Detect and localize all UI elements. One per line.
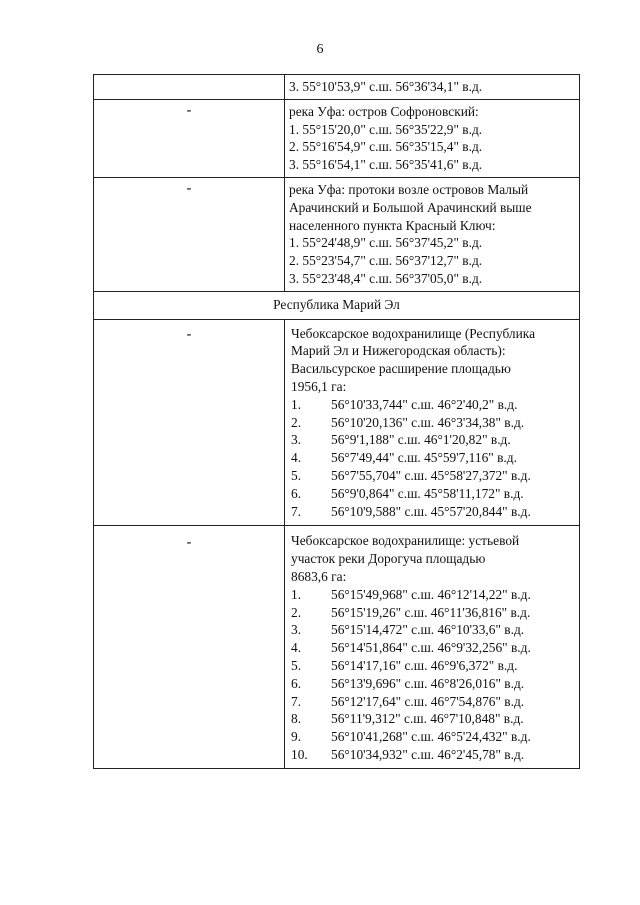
region-header: Республика Марий Эл bbox=[94, 292, 580, 319]
coordinate-line bbox=[291, 710, 573, 728]
point-number: 3. bbox=[291, 432, 302, 448]
text-line: Арачинский и Большой Арачинский выше bbox=[289, 199, 532, 215]
point-number: 7. bbox=[291, 693, 302, 709]
coordinate-line bbox=[291, 503, 573, 521]
point-number: 2. bbox=[291, 414, 302, 430]
point-coordinates: 56°10'34,932" с.ш. 46°2'45,78" в.д. bbox=[331, 746, 525, 762]
marker-cell bbox=[94, 526, 285, 767]
point-coordinates: 56°11'9,312" с.ш. 46°7'10,848" в.д. bbox=[331, 711, 524, 727]
text-line: река Уфа: остров Софроновский: bbox=[289, 103, 479, 119]
text-line: Чебоксарское водохранилище: устьевой bbox=[291, 533, 520, 549]
point-number: 6. bbox=[291, 485, 302, 501]
point-coordinates: 56°7'55,704" с.ш. 45°58'27,372" в.д. bbox=[331, 467, 531, 483]
text-line: 3. 55°23'48,4" с.ш. 56°37'05,0" в.д. bbox=[289, 270, 483, 286]
point-coordinates: 56°14'51,864" с.ш. 46°9'32,256" в.д. bbox=[331, 640, 531, 656]
coordinate-line bbox=[291, 693, 573, 711]
table-row bbox=[94, 178, 580, 292]
coordinate-line bbox=[291, 485, 573, 503]
point-coordinates: 56°10'20,136" с.ш. 46°3'34,38" в.д. bbox=[331, 414, 525, 430]
point-coordinates: 56°14'17,16" с.ш. 46°9'6,372" в.д. bbox=[331, 657, 518, 673]
text-line: населенного пункта Красный Ключ: bbox=[289, 217, 496, 233]
text-line: 1956,1 га: bbox=[291, 378, 347, 394]
coordinate-line bbox=[291, 746, 573, 764]
coordinate-line bbox=[291, 449, 573, 467]
text-line: Марий Эл и Нижегородская область): bbox=[291, 343, 506, 359]
coordinate-line bbox=[291, 467, 573, 485]
point-coordinates: 56°10'41,268" с.ш. 46°5'24,432" в.д. bbox=[331, 729, 531, 745]
point-coordinates: 56°15'49,968" с.ш. 46°12'14,22" в.д. bbox=[331, 586, 531, 602]
point-coordinates: 56°15'19,26" с.ш. 46°11'36,816" в.д. bbox=[331, 604, 531, 620]
point-coordinates: 56°9'1,188" с.ш. 46°1'20,82" в.д. bbox=[331, 432, 511, 448]
dash-marker: - bbox=[186, 180, 192, 196]
point-coordinates: 56°12'17,64" с.ш. 46°7'54,876" в.д. bbox=[331, 693, 525, 709]
text-line: 8683,6 га: bbox=[291, 568, 347, 584]
description-cell bbox=[285, 178, 580, 291]
point-number: 2. bbox=[291, 604, 302, 620]
point-number: 9. bbox=[291, 729, 302, 745]
description-cell bbox=[285, 75, 580, 99]
text-line: 3. 55°10'53,9" с.ш. 56°36'34,1" в.д. bbox=[289, 79, 483, 94]
dash-marker: - bbox=[186, 535, 192, 551]
point-number: 5. bbox=[291, 467, 302, 483]
table-row bbox=[94, 526, 580, 768]
text-line: Чебоксарское водохранилище (Республика bbox=[291, 325, 536, 341]
dash-marker: - bbox=[186, 326, 192, 342]
point-number: 3. bbox=[291, 622, 302, 638]
text-line: 1. 55°24'48,9" с.ш. 56°37'45,2" в.д. bbox=[289, 235, 483, 251]
coordinate-line bbox=[291, 675, 573, 693]
point-coordinates: 56°7'49,44" с.ш. 45°59'7,116" в.д. bbox=[331, 450, 517, 466]
point-number: 4. bbox=[291, 450, 302, 466]
point-number: 1. bbox=[291, 396, 302, 412]
coordinate-line bbox=[291, 431, 573, 449]
coordinate-line bbox=[291, 396, 573, 414]
page-number: 6 bbox=[316, 42, 324, 57]
description-cell bbox=[285, 526, 580, 767]
point-number: 6. bbox=[291, 675, 302, 691]
coordinate-line bbox=[291, 639, 573, 657]
point-coordinates: 56°9'0,864" с.ш. 45°58'11,172" в.д. bbox=[331, 485, 524, 501]
point-coordinates: 56°13'9,696" с.ш. 46°8'26,016" в.д. bbox=[331, 675, 525, 691]
point-number: 4. bbox=[291, 640, 302, 656]
region-header-row bbox=[94, 292, 580, 320]
dash-marker: - bbox=[186, 102, 192, 118]
marker-cell bbox=[94, 100, 285, 177]
text-line: 2. 55°16'54,9" с.ш. 56°35'15,4" в.д. bbox=[289, 139, 483, 155]
coordinate-line bbox=[291, 414, 573, 432]
text-line: 2. 55°23'54,7" с.ш. 56°37'12,7" в.д. bbox=[289, 253, 483, 269]
description-cell bbox=[285, 100, 580, 177]
table-row bbox=[94, 75, 580, 100]
point-number: 5. bbox=[291, 657, 302, 673]
text-line: Васильсурское расширение площадью bbox=[291, 361, 511, 377]
point-coordinates: 56°15'14,472" с.ш. 46°10'33,6" в.д. bbox=[331, 622, 525, 638]
marker-cell bbox=[94, 75, 285, 99]
point-number: 1. bbox=[291, 586, 302, 602]
text-line: 3. 55°16'54,1" с.ш. 56°35'41,6" в.д. bbox=[289, 157, 483, 173]
marker-cell bbox=[94, 178, 285, 291]
point-number: 10. bbox=[291, 746, 308, 762]
marker-cell bbox=[94, 320, 285, 526]
table-row bbox=[94, 100, 580, 178]
coordinate-line bbox=[291, 621, 573, 639]
point-number: 7. bbox=[291, 503, 302, 519]
text-line: 1. 55°15'20,0" с.ш. 56°35'22,9" в.д. bbox=[289, 121, 483, 137]
coordinate-line bbox=[291, 728, 573, 746]
coordinate-line bbox=[291, 586, 573, 604]
coordinates-table bbox=[93, 74, 580, 769]
point-coordinates: 56°10'9,588" с.ш. 45°57'20,844" в.д. bbox=[331, 503, 531, 519]
text-line: река Уфа: протоки возле островов Малый bbox=[289, 181, 529, 197]
point-number: 8. bbox=[291, 711, 302, 727]
description-cell bbox=[285, 320, 580, 526]
coordinate-line bbox=[291, 657, 573, 675]
coordinate-line bbox=[291, 604, 573, 622]
point-coordinates: 56°10'33,744" с.ш. 46°2'40,2" в.д. bbox=[331, 396, 518, 412]
text-line: участок реки Дорогуча площадью bbox=[291, 551, 486, 567]
table-row bbox=[94, 320, 580, 527]
